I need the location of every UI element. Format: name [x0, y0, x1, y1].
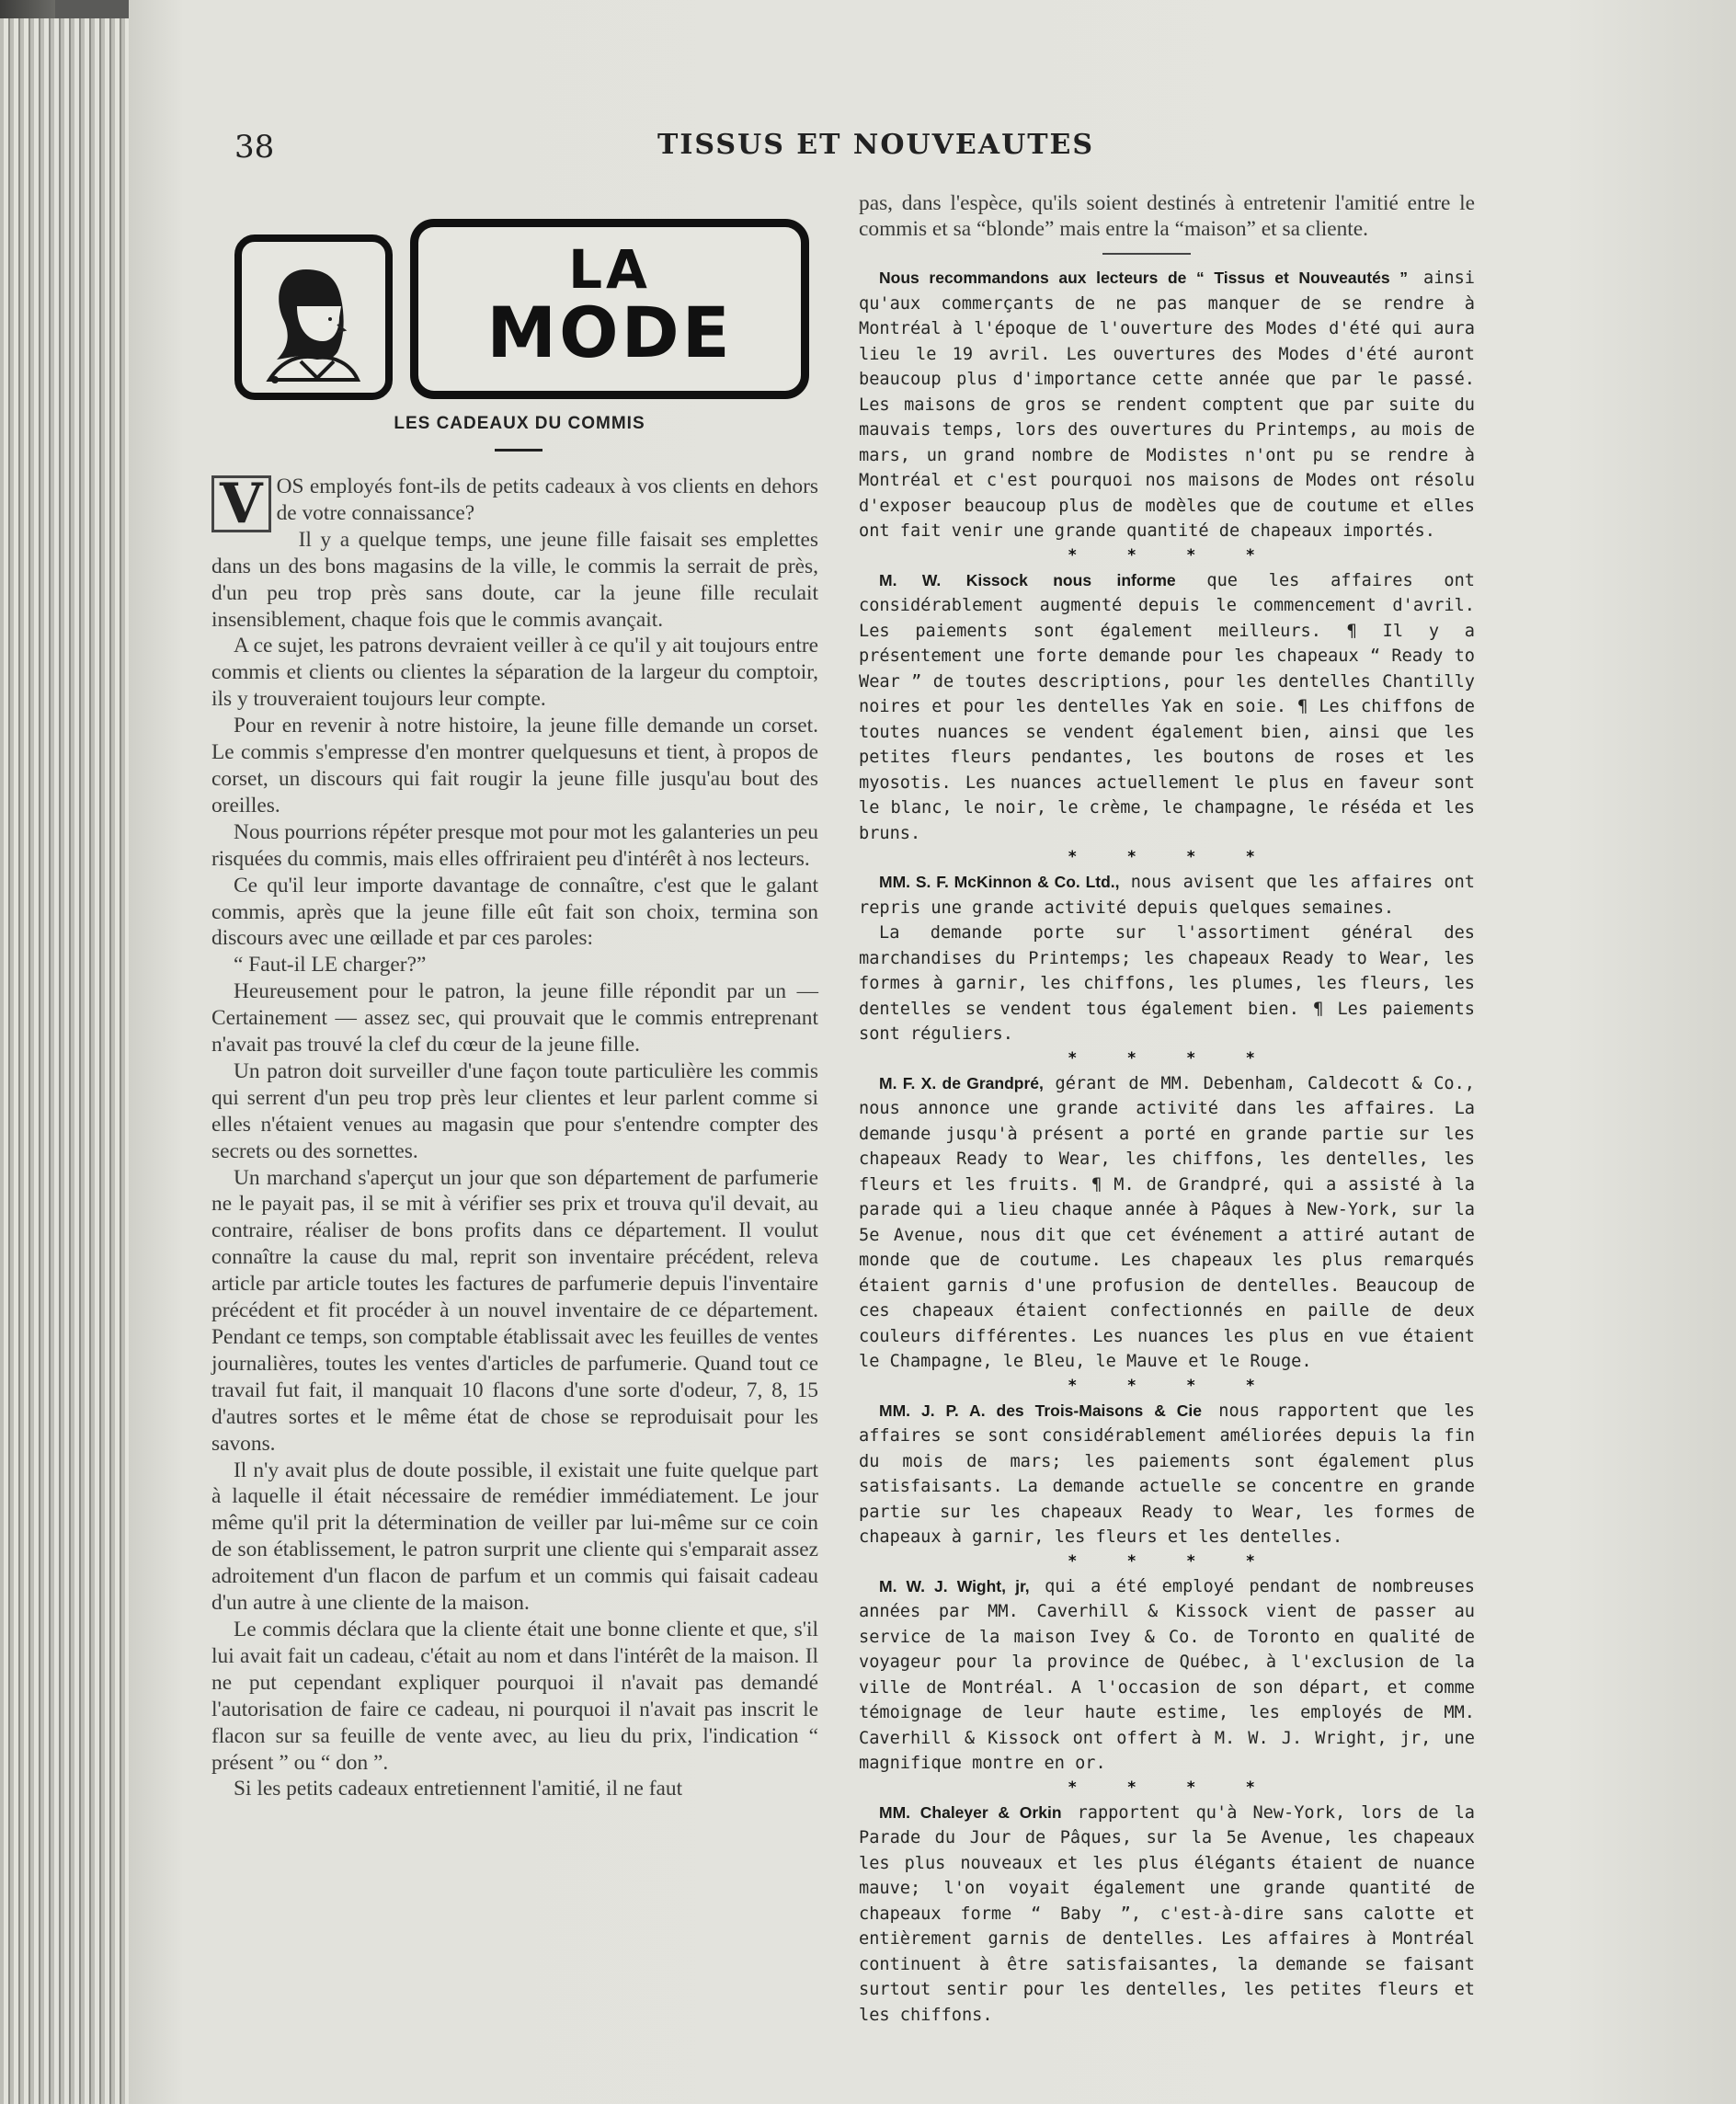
article-paragraph: V OS employés font-ils de petits cadeaux à vos clients en dehors de votre connaissance? — [211, 474, 818, 527]
news-item: MM. Chaleyer & Orkin rapportent qu'à New-York, lors de la Parade du Jour de Pâques, sur la 5e Avenue, les chapeaux les plus nouveaux et les plus élégants étaient de nuance mauve; l'on voyait également une grande quantité de chapeaux forme “ Baby ”, c'est-à-dire sans calotte et entièrement garnis de dentelles. Les affaires à Montréal continuent à être satisfaisantes, la demande se faisant surtout sentir pour les dentelles, les petites fleurs et les chiffons. — [859, 1802, 1475, 2025]
separator-stars: * * * * — [1068, 848, 1275, 866]
news-item: MM. J. P. A. des Trois-Maisons & Cie nous rapportent que les affaires se sont considérablement améliorées depuis la fin du mois de mars; les paiements sont également plus satisfaisants. La demande actuelle se concentre en grande partie sur les chapeaux Ready to Wear, les formes de chapeaux à garnir, les fleurs et les dentelles. — [859, 1401, 1475, 1547]
news-lead: M. W. J. Wight, jr, — [879, 1576, 1030, 1595]
news-item: MM. S. F. McKinnon & Co. Ltd., nous avisent que les affaires ont repris une grande activité depuis quelques semaines. — [859, 873, 1475, 918]
separator-stars: * * * * — [1068, 545, 1275, 565]
woman-portrait-icon — [242, 242, 385, 393]
page-edges — [0, 18, 138, 2104]
la-mode-logo — [410, 219, 809, 399]
article-paragraph: Un marchand s'aperçut un jour que son département de parfumerie ne le payait pas, il se mit à vérifier ses prix et trouva qu'il devait, au contraire, réaliser de bons profits dans ce département. Il voulut connaître la cause du mal, reprit son inventaire précédent, releva article par article toutes les factures de parfumerie depuis l'inventaire précédent et fit procéder à un nouvel inventaire de ce département. Pendant ce temps, son comptable établissait avec les feuilles de ventes journalières, toutes les ventes d'articles de parfumerie. Quand tout ce travail fut fait, il manquait 10 flacons d'une sorte d'odeur, 7, 8, 15 d'autres sortes et le même état de chose se reproduisait pour les savons. — [211, 1165, 818, 1456]
section-rule — [1102, 253, 1191, 255]
separator-stars: * * * * — [1068, 1551, 1275, 1571]
running-title: TISSUS ET NOUVEAUTES — [657, 129, 1095, 161]
article-paragraph: Pour en revenir à notre histoire, la jeune fille demande un corset. Le commis s'empresse d'en montrer quelquesuns et tient, à propos de corset, un discours qui fait rougir la jeune fille jusqu'au bout des oreilles. — [211, 714, 818, 818]
article-paragraph: Heureusement pour le patron, la jeune fille répondit par un — Certainement — assez sec, qui prouvait que le commis entreprenant n'avait pas trouvé la clef du cœur de la jeune fille. — [211, 979, 818, 1058]
separator-stars: * * * * — [1068, 1376, 1275, 1395]
article-continuation: pas, dans l'espèce, qu'ils soient destinés à entretenir l'amitié entre le commis et sa “blonde” mais entre la “maison” et sa cliente. — [859, 191, 1475, 241]
news-lead: MM. S. F. McKinnon & Co. Ltd., — [879, 873, 1120, 891]
article-paragraph: “ Faut-il LE charger?” — [234, 953, 427, 978]
drop-cap: V — [211, 475, 271, 532]
article-paragraph: Si les petits cadeaux entretiennent l'amitié, il ne faut — [234, 1777, 683, 1801]
news-lead: MM. Chaleyer & Orkin — [879, 1802, 1062, 1822]
logo-portrait-box — [234, 234, 393, 400]
article-subtitle: LES CADEAUX DU COMMIS — [394, 414, 645, 433]
news-item: M. W. J. Wight, jr, qui a été employé pendant de nombreuses années par MM. Caverhill & Kissock vient de passer au service de la maison Ivey & Co. de Toronto en qualité de voyageur pour la province de Québec, à l'exclusion de la ville de Montréal. A l'occasion de son départ, et comme témoignage de leur haute estime, les employés de MM. Caverhill & Kissock ont offert à M. W. J. Wright, jr, une magnifique montre en or. — [859, 1576, 1475, 1773]
news-item: M. F. X. de Grandpré, gérant de MM. Debenham, Caldecott & Co., nous annonce une grande activité dans les affaires. La demande jusqu'à présent a porté en grande partie sur les chapeaux Ready to Wear, les chiffons, les dentelles, les fleurs et les fruits. ¶ M. de Grandpré, qui a assisté à la parade qui a lieu chaque année à Pâques à New-York, sur la 5e Avenue, nous dit que cet événement a attiré autant de monde que de coutume. Les chapeaux les plus remarqués étaient garnis d'une profusion de dentelles. Beaucoup de ces chapeaux étaient confectionnés en paille de deux couleurs différentes. Les nuances les plus en vue étaient le Champagne, le Bleu, le Mauve et le Rouge. — [859, 1073, 1475, 1371]
separator-stars: * * * * — [1068, 1048, 1275, 1068]
article-paragraph: Un patron doit surveiller d'une façon toute particulière les commis qui serrent d'un peu trop près leur clientes et leur parlent comme si elles n'étaient venues au magasin que pour s'entendre compter des secrets ou des sornettes. — [211, 1058, 818, 1163]
news-item-continued: La demande porte sur l'assortiment général des marchandises du Printemps; les chapeaux Ready to Wear, les formes à garnir, les chiffons, les plumes, les fleurs, les dentelles se vendent tous également bien. ¶ Les paiements sont réguliers. — [859, 923, 1475, 1044]
separator-stars: * * * * — [1068, 1778, 1275, 1797]
news-lead: M. F. X. de Grandpré, — [879, 1073, 1044, 1092]
article-paragraph: Nous pourrions répéter presque mot pour mot les galanteries un peu risquées du commis, mais elles offriraient peu d'intérêt à nos lecteurs. — [211, 819, 818, 871]
page-header — [234, 129, 1476, 175]
news-item: M. W. Kissock nous informe que les affaires ont considérablement augmenté depuis le commencement d'avril. Les paiements sont également meilleurs. ¶ Il y a présentement une forte demande pour les chapeaux “ Ready to Wear ” de toutes descriptions, pour les dentelles Chantilly noires et pour les dentelles Yak en soie. ¶ Les chiffons de toutes nuances se vendent également bien, ainsi que les petites fleurs pendantes, les boutons de roses et les myosotis. Les nuances actuellement le plus en faveur sont le blanc, le noir, le crème, le champagne, le réséda et les bruns. — [859, 570, 1475, 843]
article-paragraph: Il n'y avait plus de doute possible, il existait une fuite quelque part à laquelle il était nécessaire de remédier immédiatement. Le jour même qu'il prit la détermination de veiller par lui-même sur ce coin de son établissement, le patron surprit une cliente qui s'emparait assez adroitement d'un flacon de parfum et un commis qui faisait cadeau d'un autre à une cliente de la maison. — [211, 1458, 818, 1616]
news-lead: Nous recommandons aux lecteurs de “ Tissus et Nouveautés ” — [879, 269, 1409, 287]
article-paragraph: Il y a quelque temps, une jeune fille faisait ses emplettes dans un des bons magasins de la ville, le commis la serrait de près, d'un peu trop près sans doute, car la jeune fille reculait insensiblement, chaque fois que le commis avançait. — [211, 527, 818, 632]
article-paragraph: Ce qu'il leur importe davantage de connaître, c'est que le galant commis, après que la jeune fille eût fait son choix, termina son discours avec une œillade et par ces paroles: — [211, 873, 818, 951]
subtitle-rule — [495, 449, 542, 452]
news-lead: M. W. Kissock nous informe — [879, 570, 1176, 589]
logo-line-mode: MODE — [486, 292, 733, 373]
article-paragraph: A ce sujet, les patrons devraient veiller à ce qu'il y ait toujours entre commis et clients ou clientes la séparation de la largeur du comptoir, ils y trouveraient toujours leur compte. — [211, 634, 818, 712]
logo-line-la: LA — [568, 238, 651, 301]
article-paragraph: Le commis déclara que la cliente était une bonne cliente et que, s'il lui avait fait un cadeau, c'était au nom et dans l'intérêt de la maison. Il ne put cependant expliquer pourquoi il n'avait pas demandé l'autorisation de faire ce cadeau, ni pourquoi il n'avait pas inscrit le flacon sur sa feuille de vente avec, au lieu du prix, l'indication “ présent ” ou “ don ”. — [211, 1617, 818, 1775]
article-column-left — [211, 474, 818, 1802]
news-item: Nous recommandons aux lecteurs de “ Tissus et Nouveautés ” ainsi qu'aux commerçants de ne pas manquer de se rendre à Montréal à l'époque de l'ouverture des Modes d'été qui aura lieu le 19 avril. Les ouvertures des Modes d'été auront beaucoup plus d'importance cette année que par le passé. Les maisons de gros se rendent comptent que par suite du mauvais temps, lors des ouvertures du Printemps, au mois de mars, un grand nombre de Modistes n'ont pu se rendre à Montréal et c'est pourquoi nos maisons de Modes ont résolu d'exposer beaucoup plus de modèles que de coutume et elles ont fait venir une grande quantité de chapeaux importés. — [859, 269, 1475, 541]
page-number: 38 — [234, 129, 275, 166]
article-column-right — [859, 191, 1475, 2028]
news-lead: MM. J. P. A. des Trois-Maisons & Cie — [879, 1401, 1203, 1420]
